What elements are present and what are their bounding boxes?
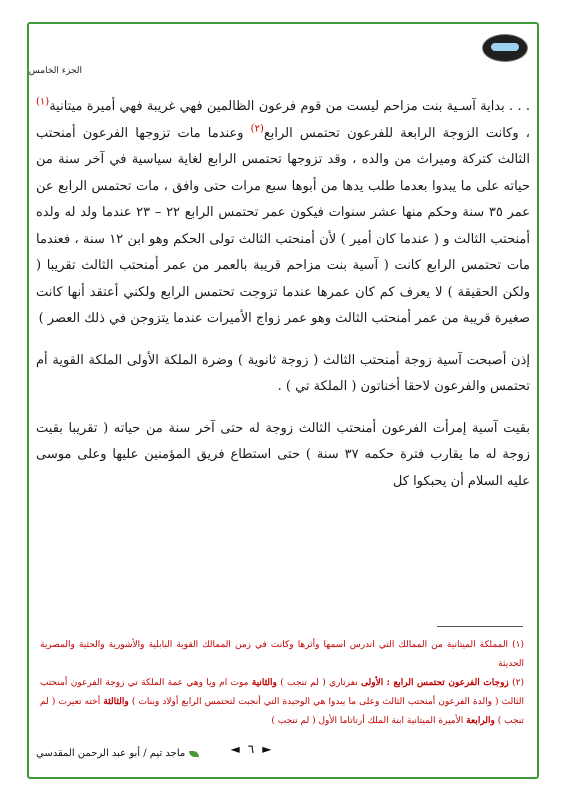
page-navigation (216, 742, 286, 756)
prev-page-arrow-icon[interactable]: ◄ (230, 742, 240, 756)
footnote-ref-2[interactable]: (٢) (250, 123, 264, 135)
footnote-ref-1[interactable]: (١) (36, 96, 50, 108)
footnote-separator (437, 626, 523, 627)
footnotes (40, 636, 524, 731)
next-page-arrow-icon[interactable]: ► (262, 742, 272, 756)
paragraph-3: بقيت آسية إمرأت الفرعون أمنحتب الثالث زوجة له حتى آخر سنة من حياته ( تقريبا بقيت زوجة له ما يقارب فترة حكمه ٣٧ سنة ) حتى استطاع فريق المؤمنين عليها وعلى موسى عليه السلام أن يحبكوا كل (36, 420, 531, 489)
site-logo (482, 34, 528, 62)
page-number: ٦ (247, 742, 255, 756)
leaf-icon (189, 751, 199, 757)
author-credit: ماجد تيم / أبو عبد الرحمن المقدسي (36, 748, 199, 759)
body-text (36, 94, 530, 495)
part-header: الجزء الخامس (28, 66, 82, 76)
footnote-2: (٢) زوجات الفرعون تحتمس الرابع : الأولى نفرتاري ( لم تنجب ) والثانية موت ام ويا وهي عمة الملكة تي زوجة الفرعون أمنحتب الثالث ( والدة الفرعون أمنحتب الثالث وعلى ما يبدوا هي الوحيدة التي أنجبت لتحتمس الرابع أولاد وبنات ) والثالثة أخته تعيرت ( لم تنجب ) والرابعة الأميرة الميتانية ابنة الملك أرتاتاما الأول ( لم تنجب ) (40, 678, 524, 726)
footnote-1: (١) المملكة الميتانية من الممالك التي اندرس اسمها وأثرها وكانت في زمن الممالك القوية البابلية والأشورية والحثية والمصرية الحديثة (40, 640, 524, 669)
paragraph-1: . . . بداية آسـية بنت مزاحم ليست من قوم فرعون الظالمين فهي غريبة فهي أميرة ميتانية$^{(١)}$ ، وكانت الزوجة الرابعة للفرعون تحتمس الرابع$^{(٢)}$ وعندما مات تزوجها الفرعون أمنحتب الثالث كتركة وميراث من والده ، وقد تزوجها تحتمس الرابع لغاية سياسية في آخر سنة من حياته على ما يبدوا بعدما طلب يدها من أبوها سبع مرات حتى وافق ، مات تحتمس الرابع عن عمر ٣٥ سنة وحكم منها عشر سنوات فيكون عمر تحتمس الرابع ٢٢ – ٢٣ عندما ولد له ولده أمنحتب الثالث و ( عندما كان أمير ) لأن أمنحتب الثالث تولى الحكم وهو ابن ١٢ سنة ، فعندما مات تحتمس الرابع كانت ( آسية بنت مزاحم قريبة بالعمر من عمر أمنحتب الثالث تقريبا ( ولكن الحقيقة ) لا يعرف كم كان عمرها عندما تزوجت تحتمس الرابع ولكني أعتقد أنها كانت صغيرة قريبة من عمر أمنحتب الثالث وهو عمر زواج الأميرات عندما يتزوجن في ذلك العصر ) (36, 96, 531, 326)
paragraph-2: إذن أصبحت آسية زوجة أمنحتب الثالث ( زوجة ثانوية ) وضرة الملكة الأولى الملكة القوية أم تحتمس والفرعون لاحقا أخناتون ( الملكة تي ) . (36, 352, 530, 394)
